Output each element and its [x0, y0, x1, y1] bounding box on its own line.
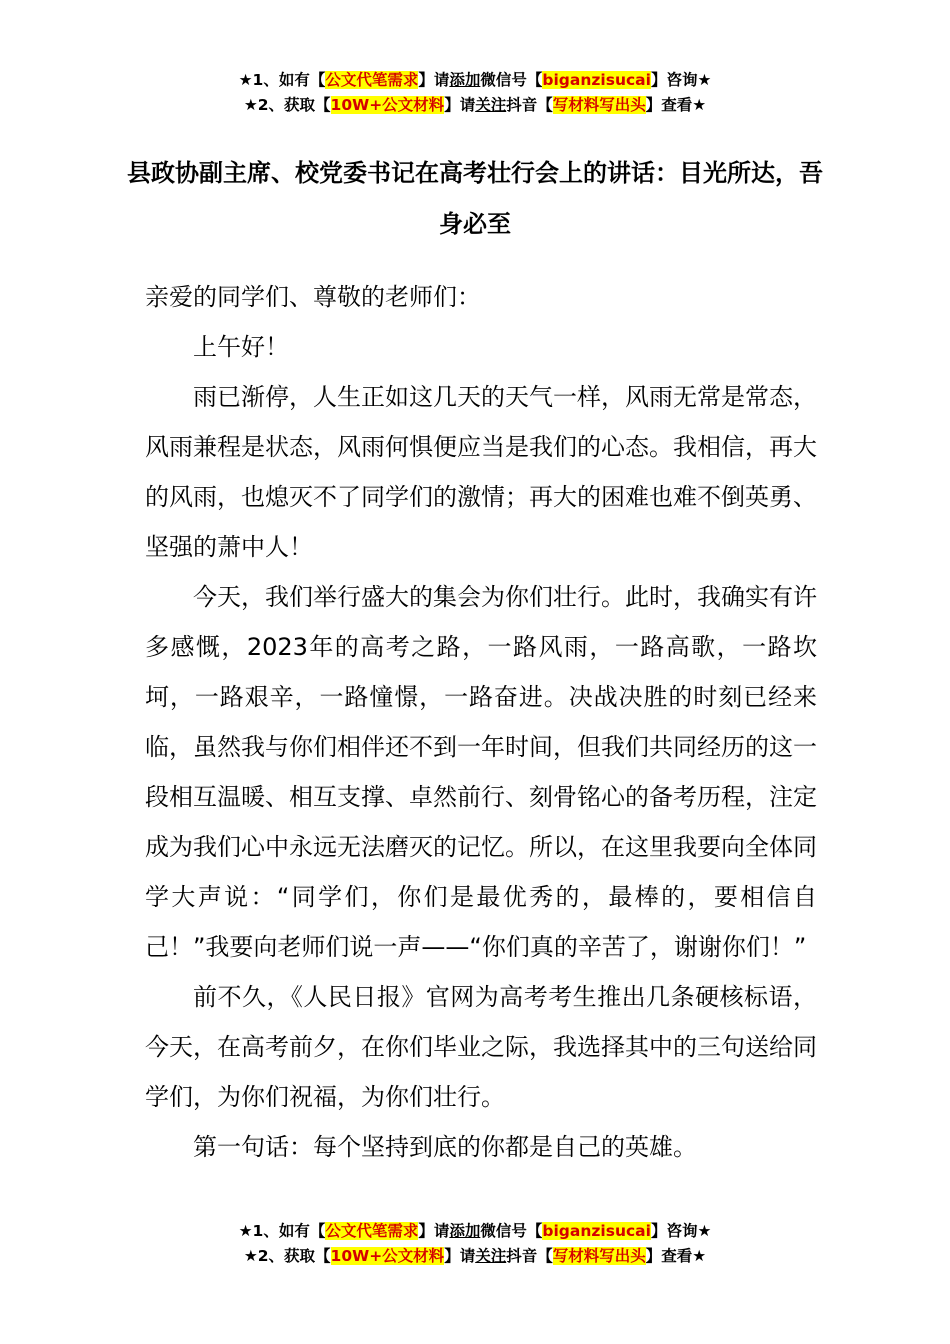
highlight-materials: 10W+公文材料: [330, 1247, 445, 1265]
highlight-service: 公文代笔需求: [325, 71, 419, 89]
highlight-materials: 10W+公文材料: [330, 96, 445, 114]
paragraph: 今天，我们举行盛大的集会为你们壮行。此时，我确实有许多感慨，2023年的高考之路，一路风雨，一路高歌，一路坎坷，一路艰辛，一路憧憬，一路奋进。决战决胜的时刻已经来临，虽然我与你们相伴还不到一年时间，但我们共同经历的这一段相互温暖、相互支撑、卓然前行、刻骨铭心的备考历程，注定成为我们心中永远无法磨灭的记忆。所以，在这里我要向全体同学大声说：“同学们，你们是最优秀的，最棒的，要相信自己！”我要向老师们说一声——“你们真的辛苦了，谢谢你们！”: [145, 583, 817, 961]
header-banner: [0, 68, 950, 118]
paragraph: 雨已渐停，人生正如这几天的天气一样，风雨无常是常态，风雨兼程是状态，风雨何惧便应当是我们的心态。我相信，再大的风雨，也熄灭不了同学们的激情；再大的困难也难不倒英勇、坚强的萧中人！: [145, 383, 817, 561]
paragraph: 上午好！: [193, 333, 289, 361]
salutation: 亲爱的同学们、尊敬的老师们：: [145, 283, 481, 311]
highlight-service: 公文代笔需求: [325, 1222, 419, 1240]
highlight-douyin: 写材料写出头: [552, 96, 646, 114]
banner-line-1: ★1、如有【公文代笔需求】请添加微信号【biganzisucai】咨询★: [238, 1222, 712, 1240]
paragraph: 第一句话：每个坚持到底的你都是自己的英雄。: [193, 1133, 697, 1161]
banner-line-2: ★2、获取【10W+公文材料】请关注抖音【写材料写出头】查看★: [243, 96, 707, 114]
document-title: 县政协副主席、校党委书记在高考壮行会上的讲话：目光所达，吾身必至: [127, 159, 823, 238]
highlight-wechat-id: biganzisucai: [542, 71, 651, 89]
document-body: [145, 272, 817, 1172]
banner-line-2: ★2、获取【10W+公文材料】请关注抖音【写材料写出头】查看★: [243, 1247, 707, 1265]
highlight-douyin: 写材料写出头: [552, 1247, 646, 1265]
highlight-wechat-id: biganzisucai: [542, 1222, 651, 1240]
paragraph: 前不久，《人民日报》官网为高考考生推出几条硬核标语，今天，在高考前夕，在你们毕业之际，我选择其中的三句送给同学们，为你们祝福，为你们壮行。: [145, 983, 817, 1111]
banner-line-1: ★1、如有【公文代笔需求】请添加微信号【biganzisucai】咨询★: [238, 71, 712, 89]
footer-banner: [0, 1219, 950, 1269]
